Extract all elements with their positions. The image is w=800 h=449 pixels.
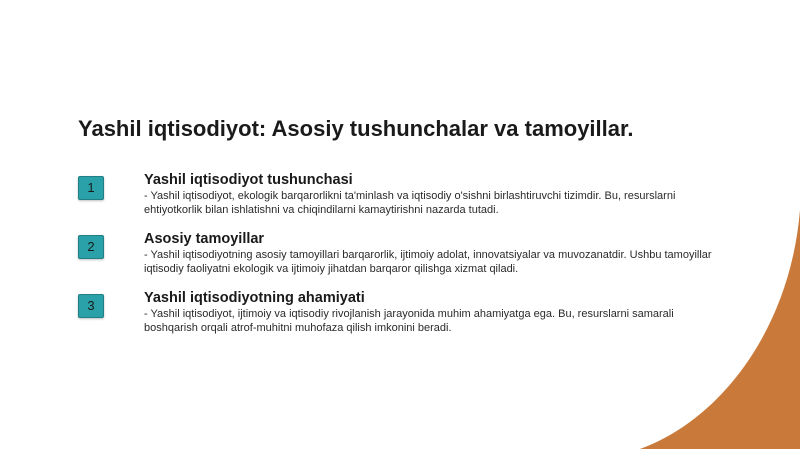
number-badge: 3 <box>78 294 104 318</box>
item-description: - Yashil iqtisodiyot, ijtimoiy va iqtisodiy rivojlanish jarayonida muhim ahamiyatga ega. Bu, resurslarni samarali boshqarish orqali atrof-muhitni muhofaza qilish imkonini beradi. <box>144 308 674 334</box>
number-badge: 2 <box>78 235 104 259</box>
item-content <box>144 290 714 335</box>
item-content <box>144 172 714 217</box>
item-description: - Yashil iqtisodiyotning asosiy tamoyillari barqarorlik, ijtimoiy adolat, innovatsiyalar va muvozanatdir. Ushbu tamoyillar iqtisodiy faoliyatni ekologik va ijtimoiy jihatdan barqaror qilishga xizmat qiladi. <box>144 249 712 275</box>
number-badge: 1 <box>78 176 104 200</box>
item-heading: Yashil iqtisodiyot tushunchasi <box>144 172 353 188</box>
item-heading: Asosiy tamoyillar <box>144 231 265 247</box>
slide-title: Yashil iqtisodiyot: Asosiy tushunchalar va tamoyillar. <box>78 116 634 141</box>
item-description: - Yashil iqtisodiyot, ekologik barqarorlikni ta'minlash va iqtisodiy o'sishni birlashtiruvchi tizimdir. Bu, resurslarni ehtiyotkorlik bilan ishlatishni va chiqindilarni kamaytirishni nazarda tutadi. <box>144 190 676 216</box>
item-content <box>144 231 714 276</box>
item-heading: Yashil iqtisodiyotning ahamiyati <box>144 290 365 306</box>
